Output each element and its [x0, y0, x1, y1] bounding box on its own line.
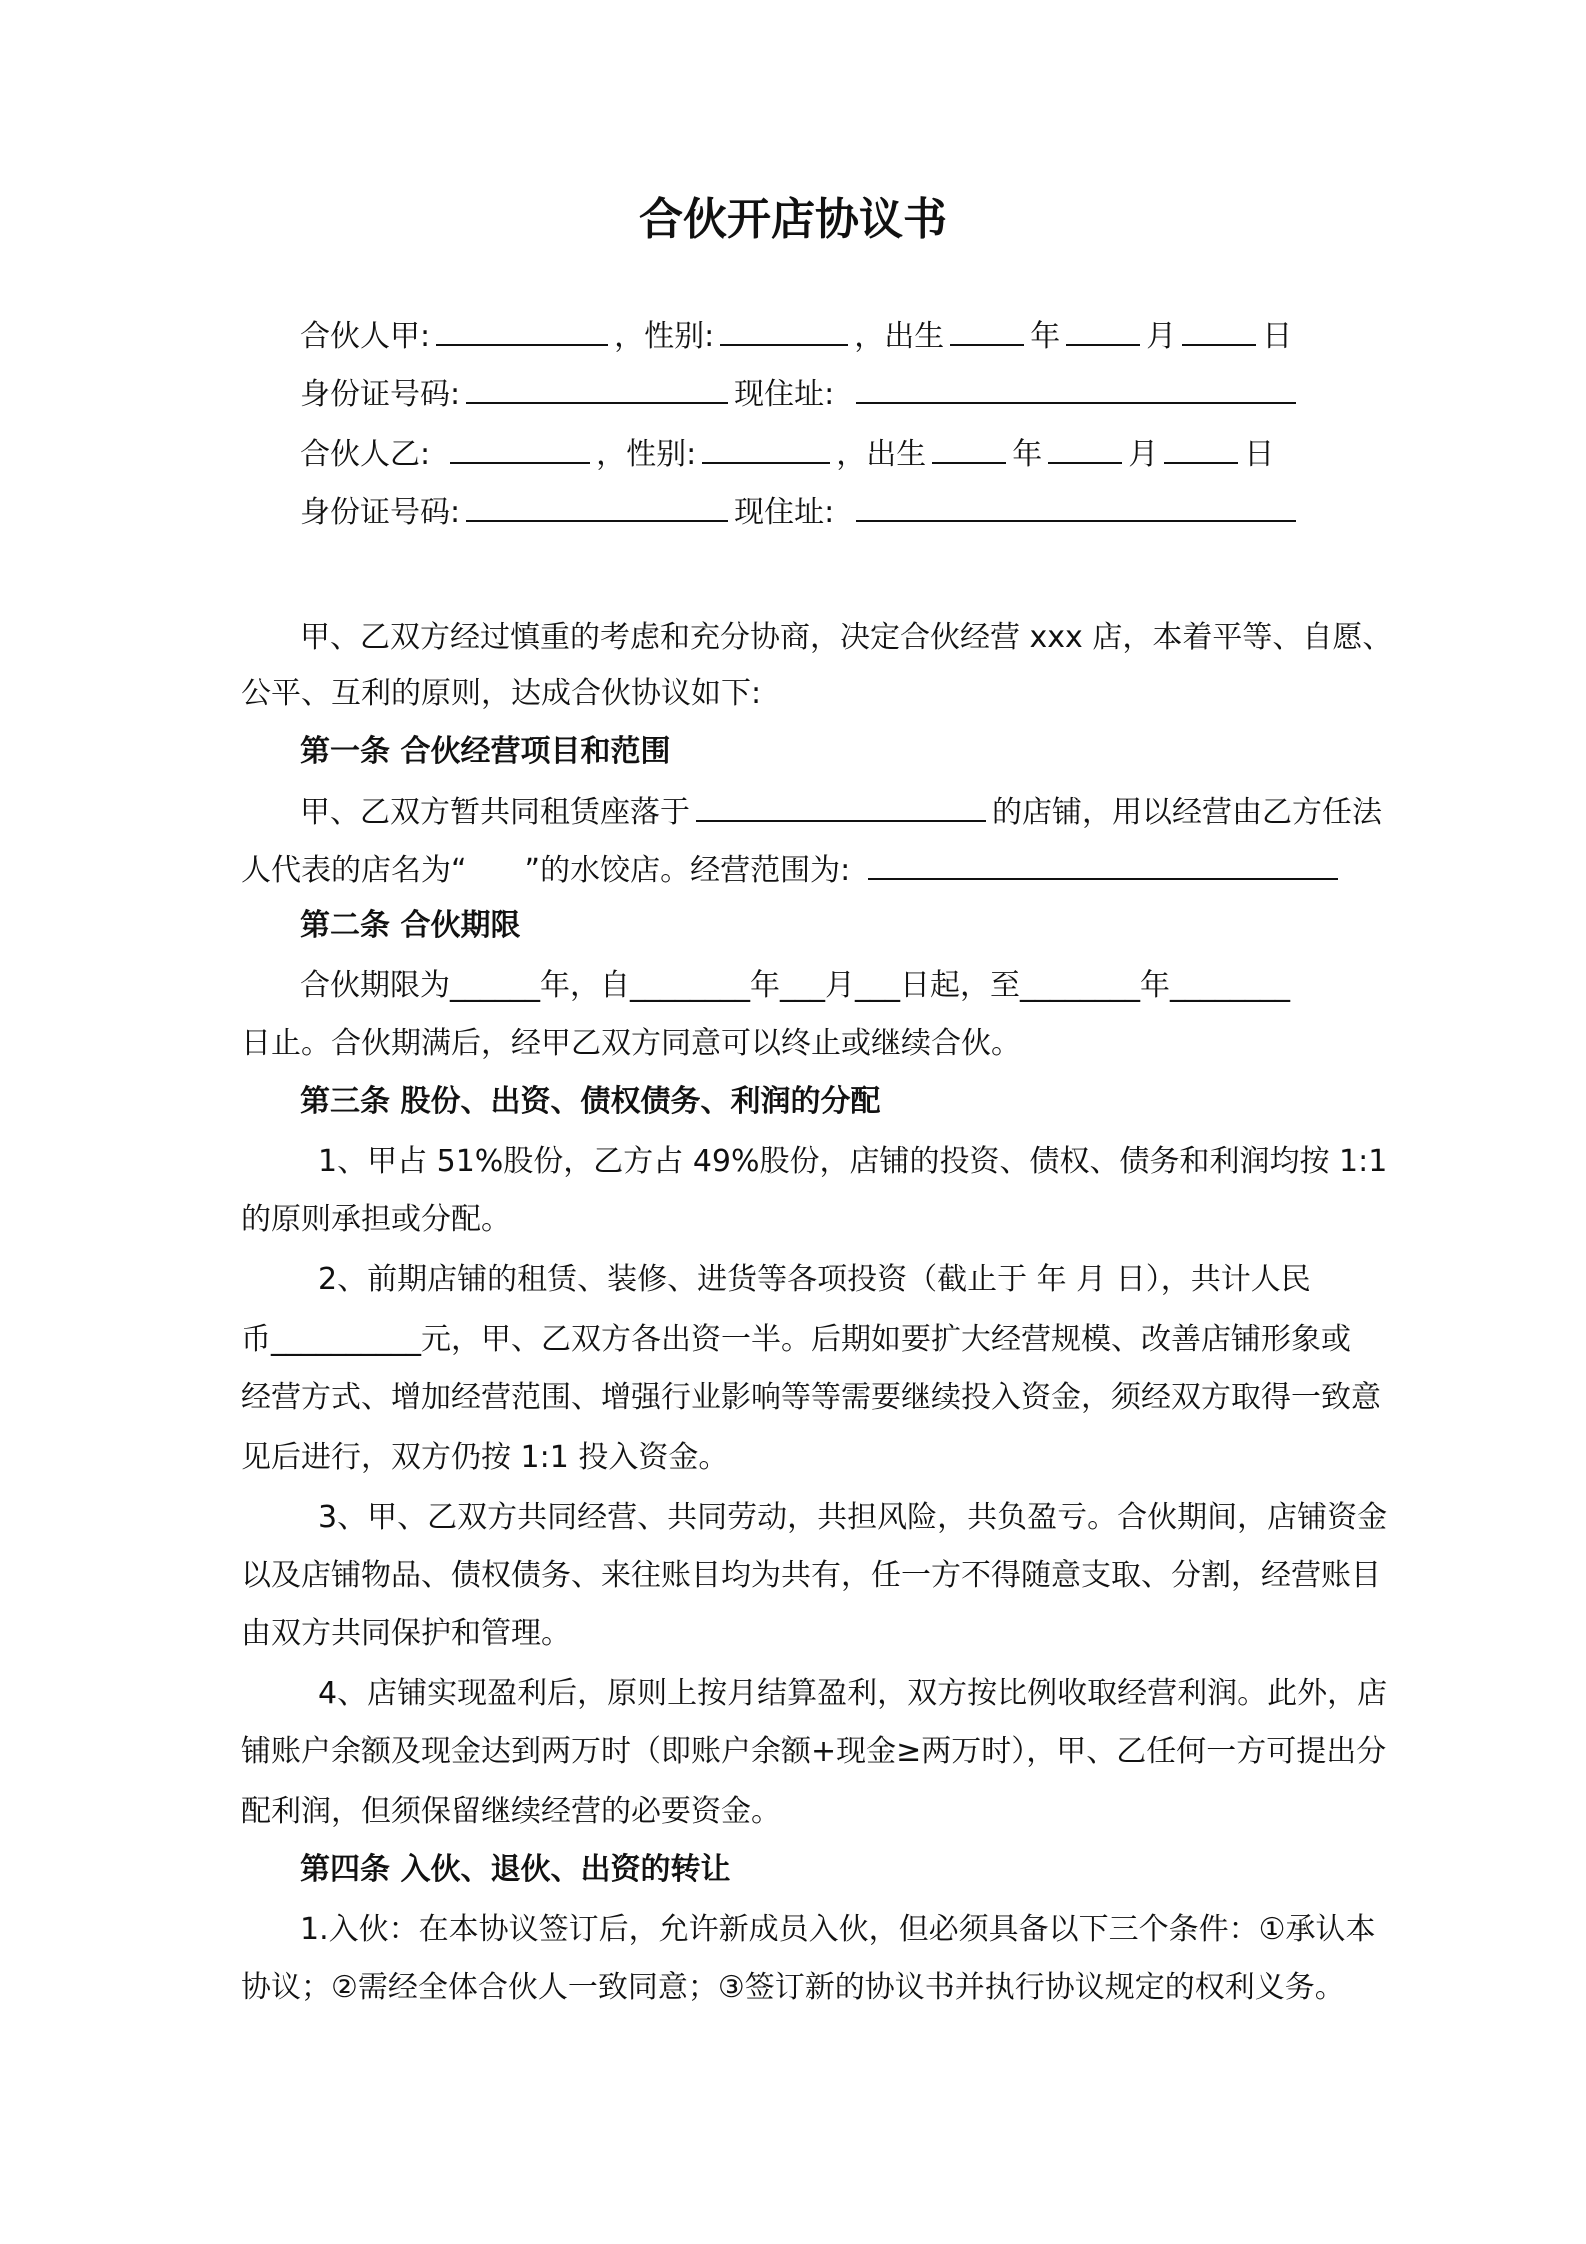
- address-label: 现住址:: [734, 377, 835, 412]
- article-1-line-2: [241, 846, 1361, 893]
- party-b-address-blank[interactable]: [856, 488, 1296, 522]
- article-3-p3-line-1: 3、甲、乙双方共同经营、共同劳动，共担风险，共负盈亏。合伙期间，店铺资金: [318, 1500, 1388, 1535]
- id-label: 身份证号码:: [300, 377, 461, 412]
- party-a-label: 合伙人甲:: [300, 319, 431, 354]
- party-a-day-blank[interactable]: [1182, 312, 1256, 346]
- party-a-address-blank[interactable]: [856, 370, 1296, 404]
- address-label: 现住址:: [734, 495, 835, 530]
- document-title: 合伙开店协议书: [639, 194, 947, 245]
- article-3-p4-line-1: 4、店铺实现盈利后，原则上按月结算盈利，双方按比例收取经营利润。此外，店: [318, 1676, 1388, 1711]
- article-3-p3-line-2: 以及店铺物品、债权债务、来往账目均为共有，任一方不得随意支取、分割，经营账目: [241, 1558, 1381, 1593]
- year-label: 年: [1030, 319, 1061, 354]
- day-label: 日: [1262, 319, 1293, 354]
- article-4-heading: 第四条 入伙、退伙、出资的转让: [300, 1852, 731, 1887]
- article-3-heading: 第三条 股份、出资、债权债务、利润的分配: [300, 1084, 881, 1119]
- article-1-line-2-b: ”的水饺店。经营范围为:: [524, 853, 851, 888]
- article-2-heading: 第二条 合伙期限: [300, 908, 521, 943]
- party-b-month-blank[interactable]: [1048, 430, 1122, 464]
- article-3-p1-line-2: 的原则承担或分配。: [241, 1202, 511, 1237]
- gender-label: ，性别:: [614, 319, 715, 354]
- article-4-p1-line-2: 协议；②需经全体合伙人一致同意；③签订新的协议书并执行协议规定的权利义务。: [241, 1970, 1345, 2005]
- month-label: 月: [1128, 437, 1159, 472]
- article-2-line-2: 日止。合伙期满后，经甲乙双方同意可以终止或继续合伙。: [241, 1026, 1021, 1061]
- gender-label: ，性别:: [596, 437, 697, 472]
- article-3-p4-line-2: 铺账户余额及现金达到两万时（即账户余额+现金≥两万时），甲、乙任何一方可提出分: [241, 1734, 1387, 1769]
- party-a-name-blank[interactable]: [436, 312, 608, 346]
- article-3-p4-line-3: 配利润，但须保留继续经营的必要资金。: [241, 1794, 781, 1829]
- article-4-p1-line-1: 1.入伙：在本协议签订后，允许新成员入伙，但必须具备以下三个条件：①承认本: [300, 1912, 1376, 1947]
- party-b-id-row: [300, 488, 1420, 535]
- party-a-gender-blank[interactable]: [720, 312, 848, 346]
- article-2-line-1: 合伙期限为______年，自________年___月___日起，至________年________: [300, 968, 1290, 1003]
- shop-location-blank[interactable]: [696, 788, 986, 822]
- article-1-heading: 第一条 合伙经营项目和范围: [300, 734, 671, 769]
- party-a-id-row: [300, 370, 1420, 417]
- party-b-label: 合伙人乙:: [300, 437, 431, 472]
- shop-name-blank[interactable]: [467, 846, 525, 880]
- party-b-year-blank[interactable]: [932, 430, 1006, 464]
- id-label: 身份证号码:: [300, 495, 461, 530]
- article-3-p2-line-1: 2、前期店铺的租赁、装修、进货等各项投资（截止于 年 月 日），共计人民: [318, 1262, 1311, 1297]
- party-b-gender-blank[interactable]: [702, 430, 830, 464]
- article-3-p1-line-1: 1、甲占 51%股份，乙方占 49%股份，店铺的投资、债权、债务和利润均按 1:1: [318, 1144, 1388, 1179]
- party-b-row: [300, 430, 1420, 477]
- party-a-year-blank[interactable]: [950, 312, 1024, 346]
- article-1-line-1-b: 的店铺，用以经营由乙方任法: [992, 795, 1382, 830]
- business-scope-blank[interactable]: [868, 846, 1338, 880]
- intro-line-1: 甲、乙双方经过慎重的考虑和充分协商，决定合伙经营 xxx 店，本着平等、自愿、: [300, 620, 1393, 655]
- article-3-p2-line-4: 见后进行，双方仍按 1:1 投入资金。: [241, 1440, 729, 1475]
- article-1-line-1-a: 甲、乙双方暂共同租赁座落于: [300, 795, 690, 830]
- party-a-id-blank[interactable]: [466, 370, 728, 404]
- party-b-day-blank[interactable]: [1164, 430, 1238, 464]
- article-1-line-2-a: 人代表的店名为“: [241, 853, 467, 888]
- birth-label: ，出生: [836, 437, 927, 472]
- birth-label: ，出生: [854, 319, 945, 354]
- day-label: 日: [1244, 437, 1275, 472]
- intro-line-2: 公平、互利的原则，达成合伙协议如下:: [241, 676, 762, 711]
- article-3-p2-line-3: 经营方式、增加经营范围、增强行业影响等等需要继续投入资金，须经双方取得一致意: [241, 1380, 1381, 1415]
- article-3-p3-line-3: 由双方共同保护和管理。: [241, 1616, 571, 1651]
- party-b-name-blank[interactable]: [450, 430, 590, 464]
- year-label: 年: [1012, 437, 1043, 472]
- month-label: 月: [1146, 319, 1177, 354]
- party-a-row: [300, 312, 1420, 359]
- article-3-p2-line-2: 币__________元，甲、乙双方各出资一半。后期如要扩大经营规模、改善店铺形象或: [241, 1322, 1351, 1357]
- article-1-line-1: [300, 788, 1420, 835]
- party-a-month-blank[interactable]: [1066, 312, 1140, 346]
- party-b-id-blank[interactable]: [466, 488, 728, 522]
